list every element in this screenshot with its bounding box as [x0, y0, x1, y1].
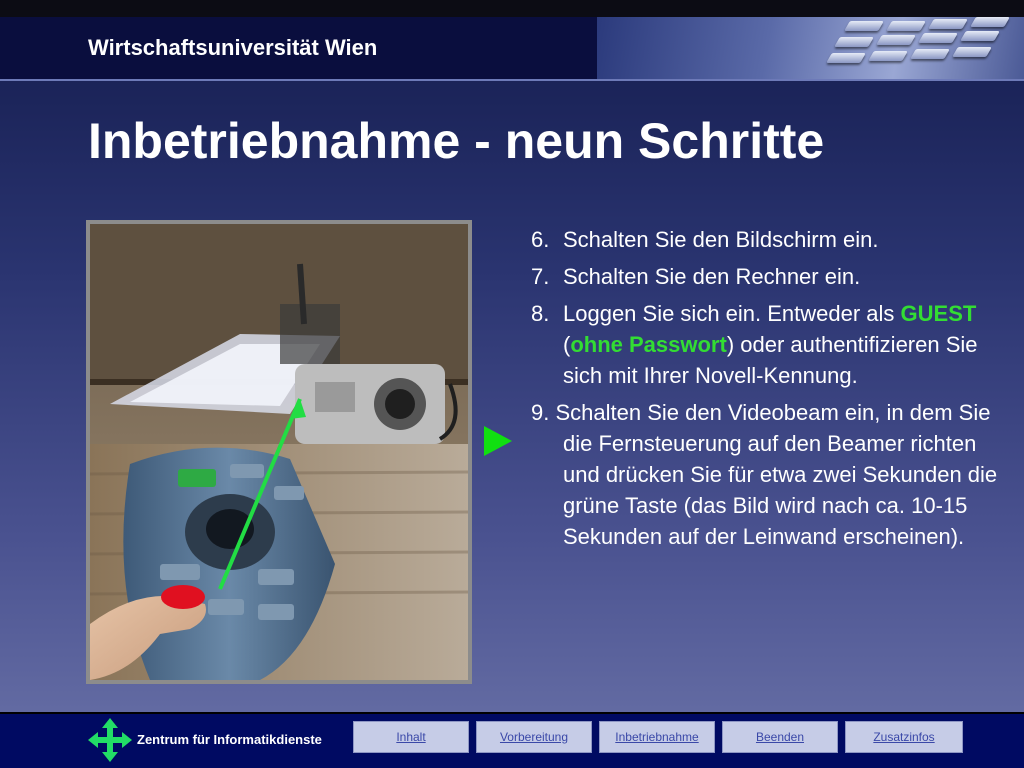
- step-text-after: ) oder authentifizieren Sie sich mit Ihrer Novell-Kennung.: [563, 332, 978, 388]
- keyboard-banner-image: [597, 17, 1024, 79]
- keyboard-key-decoration: [844, 21, 884, 31]
- step-item: [531, 261, 1001, 292]
- keyboard-key-decoration: [960, 31, 1000, 41]
- keyboard-key-decoration: [928, 19, 968, 29]
- keyboard-key-decoration: [970, 17, 1010, 27]
- footer-bar: [0, 712, 1024, 768]
- step-text: Schalten Sie den Rechner ein.: [563, 264, 861, 289]
- keyboard-key-decoration: [910, 49, 950, 59]
- nav-button-inhalt[interactable]: Inhalt: [353, 721, 469, 753]
- nav-button-zusatzinfos[interactable]: Zusatzinfos: [845, 721, 963, 753]
- password-highlight: ohne Passwort: [570, 332, 727, 357]
- step-number: 8.: [531, 301, 550, 326]
- projector-remote-photo: [86, 220, 472, 684]
- header-bar: [0, 17, 1024, 81]
- header-title: Wirtschaftsuniversität Wien: [88, 35, 378, 60]
- step-item: [531, 397, 1001, 552]
- step-text: Schalten Sie den Bildschirm ein.: [563, 227, 879, 252]
- nav-button-vorbereitung[interactable]: Vorbereitung: [476, 721, 592, 753]
- play-marker-icon: [484, 426, 512, 456]
- keyboard-key-decoration: [834, 37, 874, 47]
- step-number: 7.: [531, 264, 550, 289]
- steps-list: [531, 224, 1001, 558]
- step-text-before: Loggen Sie sich ein. Entweder als: [563, 301, 901, 326]
- keyboard-key-decoration: [918, 33, 958, 43]
- step-item: [531, 224, 1001, 255]
- keyboard-key-decoration: [952, 47, 992, 57]
- nav-button-inbetriebnahme[interactable]: Inbetriebnahme: [599, 721, 715, 753]
- photo-illustration: [90, 224, 468, 680]
- step-text: 9. Schalten Sie den Videobeam ein, in dem Sie die Fernsteuerung auf den Beamer richten und drücken Sie für etwa zwei Sekunden die grüne Taste (das Bild wird nach ca. 10-15 Sekunden auf der Leinwand erscheinen).: [531, 400, 998, 549]
- keyboard-key-decoration: [886, 21, 926, 31]
- keyboard-key-decoration: [868, 51, 908, 61]
- top-strip: [0, 0, 1024, 17]
- nav-button-beenden[interactable]: Beenden: [722, 721, 838, 753]
- guest-highlight: GUEST: [900, 301, 977, 326]
- keyboard-key-decoration: [826, 53, 866, 63]
- paren-open: (: [563, 332, 571, 357]
- step-number: 6.: [531, 227, 550, 252]
- keyboard-key-decoration: [876, 35, 916, 45]
- footer-label: Zentrum für Informatikdienste: [137, 732, 322, 747]
- slide-title: Inbetriebnahme - neun Schritte: [88, 113, 825, 169]
- four-way-arrows-logo-icon: [88, 718, 132, 762]
- step-item: [531, 298, 1001, 391]
